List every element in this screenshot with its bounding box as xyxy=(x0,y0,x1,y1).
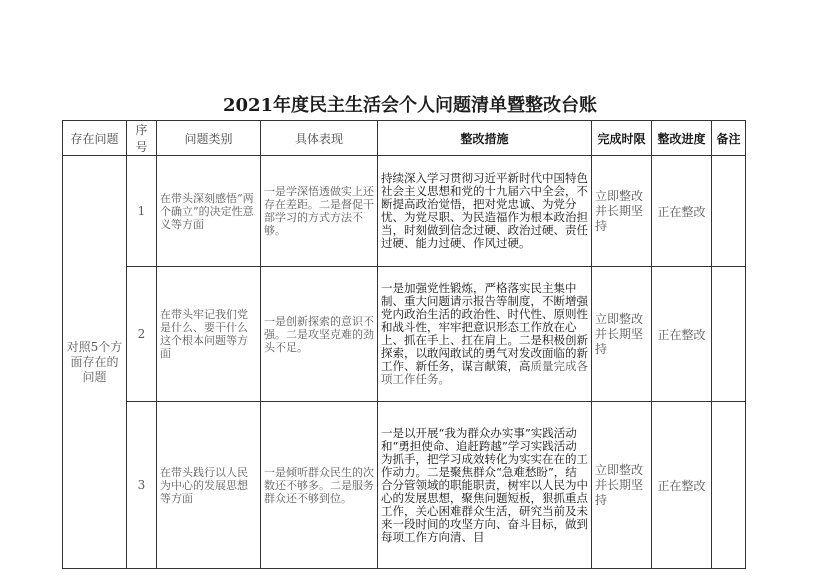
row-remark xyxy=(712,267,746,402)
table-header-row xyxy=(63,121,746,156)
page-title: 2021年度民主生活会个人问题清单暨整改台账 xyxy=(222,95,598,116)
header-category: 问题类别 xyxy=(157,121,261,156)
row-progress: 正在整改 xyxy=(652,267,712,402)
row-number: 1 xyxy=(127,156,157,267)
header-remark: 备注 xyxy=(712,121,746,156)
table-row xyxy=(63,402,746,569)
row-measures-text: 一是以开展“我为群众办实事”实践活动和“勇担使命、追赶跨越”学习实践活动为抓手，把学习成效转化为实实在在的工作动力。二是聚焦群众“急难愁盼”，结合分管领域的职能职责，树牢以人民为中心的发展思想，聚焦问题短板，狠抓重点工作，关心困难群众生活，研究当前及未来一段时间的攻坚方向、奋斗目标，做到每项工作方向清、目 xyxy=(381,425,588,544)
rectification-ledger-table xyxy=(62,120,746,569)
header-number: 序号 xyxy=(127,121,157,156)
row-deadline: 立即整改并长期坚持 xyxy=(592,267,652,402)
row-measures xyxy=(378,156,592,267)
row-measures xyxy=(378,267,592,402)
row-manifestation: 一是倾听群众民生的次数还不够多。二是服务群众还不够到位。 xyxy=(261,402,378,569)
row-category: 在带头践行以人民为中心的发展思想等方面 xyxy=(157,402,261,569)
row-category: 在带头深刻感悟“两个确立”的决定性意义等方面 xyxy=(157,156,261,267)
header-measures: 整改措施 xyxy=(378,121,592,156)
row-progress: 正在整改 xyxy=(652,156,712,267)
row-measures-text: 持续深入学习贯彻习近平新时代中国特色社会主义思想和党的十九届六中全会，不断提高政治觉悟，把对党忠诚、为党分忧、为党尽职、为民造福作为根本政治担当，时刻做到信念过硬、政治过硬、责任过硬、能力过硬、作风过硬。 xyxy=(381,171,588,250)
issue-group-label: 对照5个方面存在的问题 xyxy=(63,156,127,569)
row-category: 在带头牢记我们党是什么、要干什么这个根本问题等方面 xyxy=(157,267,261,402)
row-remark xyxy=(712,402,746,569)
row-number: 2 xyxy=(127,267,157,402)
header-existing-issue: 存在问题 xyxy=(63,121,127,156)
row-manifestation: 一是学深悟透做实上还存在差距。二是督促干部学习的方式方法不够。 xyxy=(261,156,378,267)
row-progress: 正在整改 xyxy=(652,402,712,569)
row-deadline: 立即整改并长期坚持 xyxy=(592,156,652,267)
row-measures xyxy=(378,402,592,569)
row-remark xyxy=(712,156,746,267)
table-row xyxy=(63,156,746,267)
row-measures-tail: 质量完成各项工作任务。 xyxy=(381,359,588,386)
row-measures-text: 一是加强党性锻炼，严格落实民主集中制、重大问题请示报告等制度，不断增强党内政治生活的政治性、时代性、原则性和战斗性，牢牢把意识形态工作放在心上、抓在手上、扛在肩上。二是积极创新探索，以敢闯敢试的勇气对发改面临的新工作、新任务，谋言献策，高 xyxy=(381,281,588,373)
table-row xyxy=(63,267,746,402)
header-deadline: 完成时限 xyxy=(592,121,652,156)
header-manifestation: 具体表现 xyxy=(261,121,378,156)
row-deadline: 立即整改并长期坚持 xyxy=(592,402,652,569)
header-progress: 整改进度 xyxy=(652,121,712,156)
row-manifestation: 一是创新探索的意识不强。二是攻坚克难的劲头不足。 xyxy=(261,267,378,402)
row-number: 3 xyxy=(127,402,157,569)
